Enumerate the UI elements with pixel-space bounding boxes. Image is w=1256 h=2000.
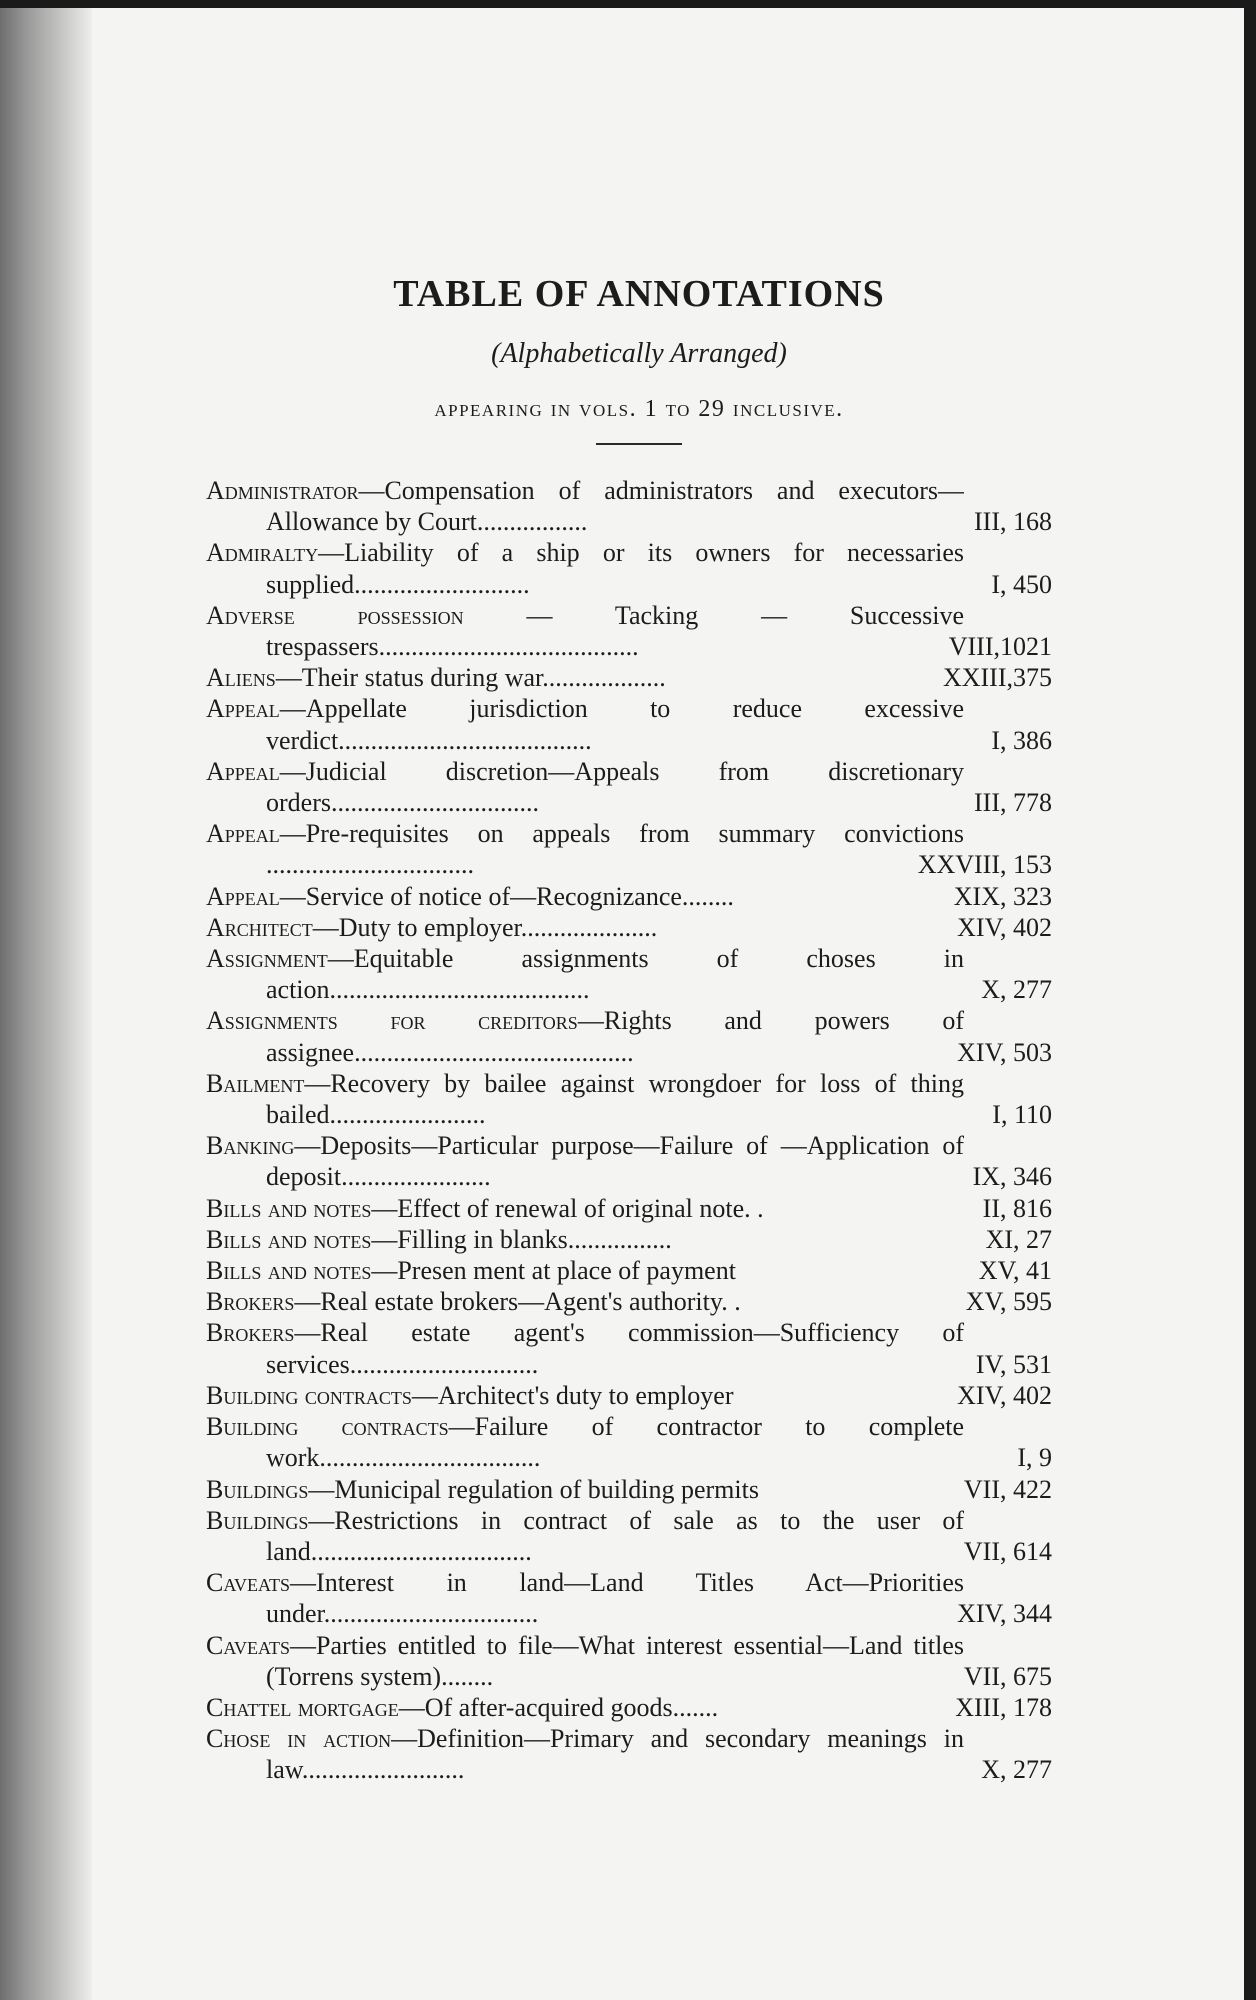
volume-page-reference: IV, 531 (975, 1349, 1052, 1379)
volume-page-reference: I, 110 (992, 1100, 1052, 1130)
entry-heading: Brokers (206, 1287, 295, 1317)
entry-heading: Caveats (206, 1630, 291, 1660)
list-item (206, 662, 1052, 693)
list-item (206, 1005, 1052, 1067)
list-item (206, 1567, 1052, 1629)
entry-heading: Buildings (206, 1474, 309, 1504)
entry-heading: Building contracts (206, 1412, 449, 1442)
entry-heading: Bills and notes (206, 1193, 372, 1223)
list-item (206, 756, 1052, 818)
entry-text (206, 943, 964, 1005)
entry-heading: Bills and notes (206, 1256, 372, 1286)
entry-text (206, 1692, 964, 1723)
entry-description: —Presen ment at place of payment (371, 1256, 736, 1286)
entry-text (206, 1224, 964, 1255)
volume-page-reference: XXIII,375 (942, 663, 1052, 693)
entry-heading: Appeal (206, 756, 280, 786)
entry-description: —Definition—Primary and secondary meanings in law......................... (266, 1724, 964, 1785)
list-item (206, 1068, 1052, 1130)
volume-page-reference: XV, 41 (978, 1256, 1052, 1286)
entry-text (206, 1005, 964, 1067)
volume-page-reference: XV, 595 (965, 1287, 1052, 1317)
scan-border-right (1244, 0, 1256, 2000)
entry-heading: Appeal (206, 819, 280, 849)
entry-heading: Buildings (206, 1505, 309, 1535)
page-title: TABLE OF ANNOTATIONS (393, 273, 885, 315)
entry-heading: Chose in action (206, 1724, 392, 1754)
entry-heading: Assignments for creditors (206, 1006, 578, 1036)
entry-heading: Architect (206, 912, 313, 942)
entry-text (206, 1380, 964, 1411)
entry-text (206, 912, 964, 943)
entry-text (206, 537, 964, 599)
entry-text (206, 1567, 964, 1629)
volume-page-reference: VII, 422 (963, 1474, 1052, 1504)
entry-text (206, 662, 964, 693)
annotations-page (206, 272, 1052, 1786)
list-item (206, 1193, 1052, 1224)
entry-description: —Pre-requisites on appeals from summary convictions ................................ (266, 819, 964, 880)
entry-text (206, 475, 964, 537)
entry-text (206, 1317, 964, 1379)
volume-page-reference: XIX, 323 (953, 881, 1052, 911)
entry-heading: Building contracts (206, 1380, 412, 1410)
volume-page-reference: VIII,1021 (948, 632, 1052, 662)
list-item (206, 1286, 1052, 1317)
entry-description: — Tacking — Successive trespassers........................................ (266, 600, 964, 662)
list-item (206, 1505, 1052, 1567)
list-item (206, 912, 1052, 943)
volume-page-reference: XIV, 503 (957, 1037, 1052, 1067)
entry-heading: Appeal (206, 694, 280, 724)
entry-heading: Banking (206, 1131, 295, 1161)
entry-text (206, 1411, 964, 1473)
list-item (206, 693, 1052, 755)
entry-heading: Appeal (206, 881, 280, 911)
divider-rule (596, 443, 682, 445)
entry-text (206, 1723, 964, 1785)
entry-heading: Admiralty (206, 538, 319, 568)
entry-description: —Recovery by bailee against wrongdoer for loss of thing bailed........................ (266, 1068, 964, 1130)
volume-page-reference: IX, 346 (972, 1162, 1052, 1192)
entry-text (206, 600, 964, 662)
list-item (206, 1692, 1052, 1723)
list-item (206, 1380, 1052, 1411)
list-item (206, 600, 1052, 662)
entry-text (206, 1255, 964, 1286)
entry-text (206, 1068, 964, 1130)
entry-description: —Compensation of administrators and executors—Allowance by Court................. (266, 476, 964, 537)
entry-description: —Judicial discretion—Appeals from discretionary orders................................ (266, 756, 964, 818)
list-item (206, 1723, 1052, 1785)
entry-description: —Restrictions in contract of sale as to the user of land.................................. (266, 1505, 964, 1566)
entry-heading: Assignment (206, 944, 328, 974)
entry-heading: Adverse possession (206, 600, 464, 630)
volume-page-reference: II, 816 (982, 1193, 1052, 1223)
list-item (206, 881, 1052, 912)
volume-page-reference: I, 386 (991, 725, 1052, 755)
volume-page-reference: X, 277 (981, 1755, 1052, 1785)
volume-page-reference: III, 168 (974, 507, 1052, 537)
list-item (206, 1130, 1052, 1192)
entry-description: —Filling in blanks................ (371, 1224, 672, 1254)
entry-description: —Deposits—Particular purpose—Failure of —Application of deposit....................... (266, 1131, 964, 1192)
volume-scope: appearing in vols. 1 to 29 inclusive. (434, 396, 844, 422)
list-item (206, 537, 1052, 599)
volume-page-reference: X, 277 (981, 975, 1052, 1005)
list-item (206, 1630, 1052, 1692)
volume-page-reference: XXVIII, 153 (917, 850, 1052, 880)
entry-text (206, 1193, 964, 1224)
list-item (206, 1474, 1052, 1505)
entry-text (206, 1474, 964, 1505)
page-gutter-shadow (0, 0, 92, 2000)
volume-page-reference: I, 9 (1017, 1443, 1052, 1473)
volume-page-reference: XIV, 402 (957, 912, 1052, 942)
volume-page-reference: XI, 27 (985, 1224, 1052, 1254)
annotations-list (206, 475, 1052, 1786)
entry-text (206, 881, 964, 912)
entry-description: —Service of notice of—Recognizance........ (279, 881, 734, 911)
entry-description: —Rights and powers of assignee........................................... (266, 1006, 964, 1067)
volume-page-reference: XIII, 178 (955, 1692, 1052, 1722)
entry-heading: Bills and notes (206, 1224, 372, 1254)
entry-description: —Municipal regulation of building permits (308, 1474, 759, 1504)
entry-heading: Chattel mortgage (206, 1692, 399, 1722)
entry-heading: Caveats (206, 1568, 291, 1598)
scan-border-top (0, 0, 1256, 8)
list-item (206, 1224, 1052, 1255)
volume-page-reference: XIV, 402 (957, 1380, 1052, 1410)
volume-page-reference: I, 450 (991, 569, 1052, 599)
volume-page-reference: VII, 675 (963, 1661, 1052, 1691)
entry-description: —Interest in land—Land Titles Act—Priorities under................................. (266, 1568, 964, 1629)
entry-text (206, 1630, 964, 1692)
entry-heading: Administrator (206, 476, 359, 505)
entry-description: —Of after-acquired goods....... (398, 1692, 719, 1722)
list-item (206, 1411, 1052, 1473)
entry-description: —Real estate brokers—Agent's authority. . (294, 1287, 741, 1317)
entry-description: —Appellate jurisdiction to reduce excessive verdict....................................... (266, 694, 964, 755)
entry-description: —Real estate agent's commission—Sufficiency of services............................. (266, 1318, 964, 1379)
entry-text (206, 693, 964, 755)
entry-description: —Duty to employer..................... (312, 912, 658, 942)
entry-description: —Failure of contractor to complete work.................................. (266, 1412, 964, 1473)
entry-description: —Parties entitled to file—What interest essential—Land titles (Torrens system)........ (266, 1630, 964, 1691)
page-subtitle: (Alphabetically Arranged) (491, 338, 787, 369)
volume-page-reference: III, 778 (974, 788, 1052, 818)
list-item (206, 1255, 1052, 1286)
entry-heading: Bailment (206, 1068, 305, 1098)
entry-description: —Liability of a ship or its owners for necessaries supplied........................... (266, 538, 964, 599)
list-item (206, 475, 1052, 537)
entry-text (206, 818, 964, 880)
entry-heading: Aliens (206, 663, 276, 693)
entry-description: —Equitable assignments of choses in action........................................ (266, 944, 964, 1005)
entry-text (206, 1505, 964, 1567)
entry-text (206, 756, 964, 818)
volume-page-reference: VII, 614 (963, 1536, 1052, 1566)
entry-description: —Architect's duty to employer (411, 1380, 734, 1410)
list-item (206, 818, 1052, 880)
entry-description: —Effect of renewal of original note. . (371, 1193, 764, 1223)
list-item (206, 1317, 1052, 1379)
entry-text (206, 1286, 964, 1317)
volume-page-reference: XIV, 344 (957, 1599, 1052, 1629)
entry-heading: Brokers (206, 1318, 295, 1348)
list-item (206, 943, 1052, 1005)
entry-description: —Their status during war................... (275, 663, 666, 693)
entry-text (206, 1130, 964, 1192)
